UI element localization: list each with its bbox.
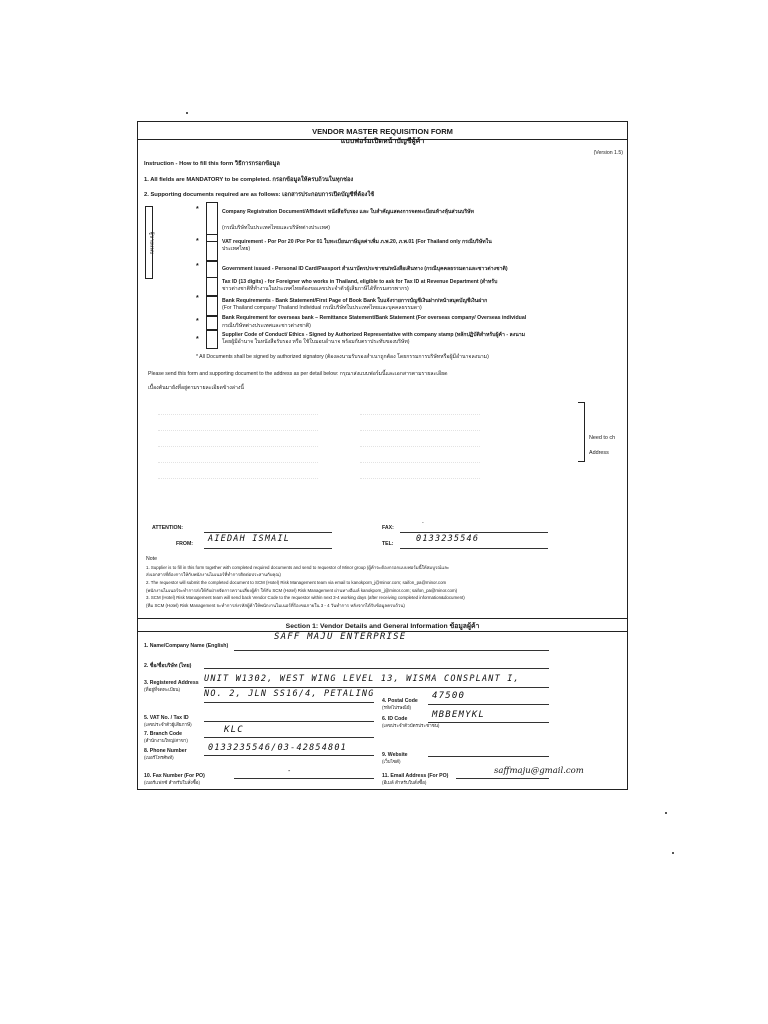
bracket-note: Need to ch <box>589 435 616 441</box>
email-value[interactable]: saffmaju@gmail.com <box>494 766 584 776</box>
from-line <box>204 548 332 549</box>
company-name-th-label: 2. ชื่อ/ชื่อบริษัท (ไทย) <box>144 663 192 669</box>
scan-speck <box>665 812 667 814</box>
phone-label-th: (เบอร์โทรศัพท์) <box>144 755 174 760</box>
from-label: FROM: <box>176 541 193 547</box>
form-version: (Version 1.5) <box>593 150 623 156</box>
id-code-line <box>428 722 549 723</box>
section1-title: Section 1: Vendor Details and General Information ข้อมูลผู้ค้า <box>285 623 480 630</box>
postal-code-label: 4. Postal Code <box>382 698 418 704</box>
website-label-th: (เว็บไซต์) <box>382 759 401 764</box>
tel-value[interactable]: 0133235546 <box>416 534 480 544</box>
email-line <box>456 778 549 779</box>
doc-item-3: Government issued - Personal ID Card/Passport สำเนาบัตรประชาชน/หนังสือเดินทาง (กรณีบุคคลธรรมดาและชาวต่างชาติ) <box>222 266 508 272</box>
instruction-heading: Instruction - How to fill this form วิธีการกรอกข้อมูล <box>144 161 280 167</box>
side-label: ผู้ขายแนบ <box>148 231 155 255</box>
company-name-value[interactable]: SAFF MAJU ENTERPRISE <box>274 632 407 642</box>
address-bracket <box>578 402 585 462</box>
side-label-box <box>145 206 153 279</box>
email-label-th: (อีเมล์ สำหรับใบสั่งซื้อ) <box>382 780 427 785</box>
doc-item-4-sub: ชาวต่างชาติที่ทำงานในประเทศไทยต้องขอเลขประจำตัวผู้เสียภาษีได้ที่กรมสรรพากร) <box>222 286 409 292</box>
address-line1[interactable]: UNIT W1302, WEST WING LEVEL 13, WISMA CONSPLANT I, <box>204 674 520 684</box>
phone-value[interactable]: 0133235546/03-42854801 <box>208 743 347 753</box>
company-name-line <box>234 650 549 651</box>
doc-star: * <box>196 295 199 302</box>
rule-mandatory: 1. All fields are MANDATORY to be completed. กรอกข้อมูลให้ครบถ้วนในทุกช่อง <box>144 177 354 183</box>
section-rule-top <box>138 618 627 619</box>
doc-item-7: Supplier Code of Conduct/ Ethics - Signed by Authorized Representative with company stamp (หลักปฏิบัติสำหรับผู้ค้า - ลงนาม <box>222 332 526 338</box>
doc-item-6-sub: กรณีบริษัทต่างประเทศและชาวต่างชาติ) <box>222 323 311 329</box>
note-line: 1. Supplier is to fill in this form together with completed required documents and send to requestor of Minor group (ผู้ค้าจะต้องกรอกแบบฟอร์มนี้ให้สมบูรณ์และ <box>146 565 450 570</box>
website-line[interactable] <box>428 756 549 757</box>
address-line1-rule <box>204 687 549 688</box>
doc-checkbox-5[interactable] <box>206 295 218 317</box>
doc-item-7-sub: โดยผู้มีอำนาจ ในหนังสือรับรอง หรือ ใช้ใบมอบอำนาจ พร้อมกับตราประทับของบริษัท) <box>222 339 410 345</box>
rule-supporting-docs: 2. Supporting documents required are as follows: เอกสารประกอบการเปิดบัญชีที่ต้องใช้ <box>144 192 375 198</box>
phone-line <box>204 755 374 756</box>
address-label-th: (ที่อยู่ที่จดทะเบียน) <box>144 687 181 692</box>
fax-line <box>400 532 548 533</box>
id-code-label: 6. ID Code <box>382 716 408 722</box>
note-line: (พนักงานไมเนอร์จะทำการส่งให้กับฝ่ายจัดการความเสี่ยงผู้ค้า ให้กับ SCM (Hotel) Risk Management ผ่านทางอีเมล์ kanokporn_j@minor.com; saifon_pa@minor.com) <box>146 588 458 593</box>
postal-code-label-th: (รหัสไปรษณีย์) <box>382 705 412 710</box>
fax-po-label: 10. Fax Number (For PO) <box>144 773 205 779</box>
fax-value[interactable]: - <box>422 520 424 526</box>
address-line2[interactable]: NO. 2, JLN SS16/4, PETALING <box>204 689 375 699</box>
doc-item-4: Tax ID (13 digits) - for Foreigner who works in Thailand, eligible to ask for Tax ID at Revenue Department (สำหรับ <box>222 279 498 285</box>
vendor-form-page <box>137 121 628 790</box>
fax-label: FAX: <box>382 525 394 531</box>
address-line2-rule <box>204 702 374 703</box>
doc-checkbox-7[interactable] <box>206 329 218 349</box>
postal-code-line <box>428 704 549 705</box>
scan-speck <box>186 112 188 114</box>
doc-item-2-sub: ประเทศไทย) <box>222 246 251 252</box>
branch-code-value[interactable]: KLC <box>224 725 244 735</box>
email-label: 11. Email Address (For PO) <box>382 773 449 779</box>
note-line: ส่งเอกสารที่ต้องการให้กับพนักงานไมเนอร์ที่ทำการติดต่อประสานกับคุณ) <box>146 572 281 577</box>
phone-label: 8. Phone Number <box>144 748 187 754</box>
form-title-th: แบบฟอร์มเปิดหน้าบัญชีผู้ค้า <box>340 138 425 145</box>
branch-code-line <box>204 737 374 738</box>
id-code-label-th: (เลขประจำตัวบัตรประชาชน) <box>382 723 440 728</box>
tel-label: TEL: <box>382 541 394 547</box>
note-line: 2. The requestor will submit the completed document to SCM (Hotel) Risk Management team via email to kanokporn_j@minor.com; saifon_pa@minor.com <box>146 580 447 585</box>
postal-code-value[interactable]: 47500 <box>432 691 466 701</box>
doc-star: * <box>196 318 199 325</box>
fax-po-value[interactable]: - <box>288 768 291 775</box>
doc-star: * <box>196 263 199 270</box>
send-note: Please send this form and supporting document to the address as per detail below: กรุณาส่งแบบฟอร์มนี้และเอกสารตามรายละเอียด <box>148 371 448 377</box>
attention-label: ATTENTION: <box>152 525 184 531</box>
faint-address-right <box>360 402 480 492</box>
vat-line[interactable] <box>204 721 374 722</box>
branch-code-label: 7. Branch Code <box>144 731 183 737</box>
note-title: Note <box>146 556 157 562</box>
note-line: 3. SCM (Hotel) Risk Management team will send back Vendor Code to the requestor within next 3-4 working days (after receiving completed information&document) <box>146 595 465 600</box>
doc-item-5-sub: (For Thailand company/ Thailand Individual กรณีบริษัทในประเทศไทยและบุคคลธรรมดา) <box>222 305 422 311</box>
send-note-th: เบื้องต้นมายังที่อยู่ตามรายละเอียดข้างล่างนี้ <box>148 385 244 391</box>
fax-po-line <box>234 778 374 779</box>
fax-po-label-th: (เบอร์แฟกซ์ สำหรับใบสั่งซื้อ) <box>144 780 201 785</box>
doc-star: * <box>196 206 199 213</box>
scan-speck <box>672 852 674 854</box>
company-name-th-line[interactable] <box>204 668 549 669</box>
address-label: 3. Registered Address <box>144 680 199 686</box>
doc-item-6: Bank Requirement for overseas bank – Remittance Statement/Bank Statement (For overseas company/ Overseas individual <box>222 315 527 321</box>
vat-label-th: (เลขประจำตัวผู้เสียภาษี) <box>144 722 192 727</box>
branch-code-label-th: (สำนักงานใหญ่/สาขา) <box>144 738 188 743</box>
note-line: (ทีม SCM (Hotel) Risk Management จะทำการส่งรหัสผู้ค้าให้พนักงานไมเนอร์ที่ร้องขอภายใน 3 - 4 วันทำการ หลังจากได้รับข้อมูลครบถ้วน) <box>146 603 405 608</box>
doc-checkbox-2[interactable] <box>206 234 218 262</box>
from-value[interactable]: AIEDAH ISMAIL <box>208 534 291 544</box>
doc-checkbox-3[interactable] <box>206 260 218 278</box>
company-name-label: 1. Name/Company Name (English) <box>144 643 229 649</box>
signed-note: * All Documents shall be signed by authorized signatory (ต้องลงนามรับรองสำเนาถูกต้อง โดยกรรมการบริษัทหรือผู้มีอำนาจลงนาม) <box>196 354 489 360</box>
doc-item-2: VAT requirement - Por Por 20 /Por Por 01 ใบทะเบียนภาษีมูลค่าเพิ่ม ภ.พ.20, ภ.พ.01 (For Thailand only กรณีบริษัทใน <box>222 239 492 245</box>
website-label: 9. Website <box>382 752 408 758</box>
doc-item-5: Bank Requirements - Bank Statement/First Page of Book Bank ใบแจ้งรายการบัญชีเงินฝาก/หน้าสมุดบัญชีเงินฝาก <box>222 298 488 304</box>
bracket-note-address: Address <box>589 450 609 456</box>
attention-line <box>204 532 332 533</box>
vat-label: 5. VAT No. / Tax ID <box>144 715 189 721</box>
id-code-value[interactable]: MBBEMYKL <box>432 710 485 720</box>
form-title-en: VENDOR MASTER REQUISITION FORM <box>312 127 453 136</box>
doc-item-1-sub: (กรณีบริษัทในประเทศไทยและบริษัทต่างประเทศ) <box>222 225 331 231</box>
faint-address-left <box>158 402 318 492</box>
doc-item-1: Company Registration Document/Affidavit หนังสือรับรอง และ ใบสำคัญแสดงการจดทะเบียนห้างหุ้นส่วนบริษัท <box>222 209 474 215</box>
doc-star: * <box>196 336 199 343</box>
tel-line <box>400 548 548 549</box>
doc-checkbox-4[interactable] <box>206 277 218 297</box>
doc-star: * <box>196 238 199 245</box>
